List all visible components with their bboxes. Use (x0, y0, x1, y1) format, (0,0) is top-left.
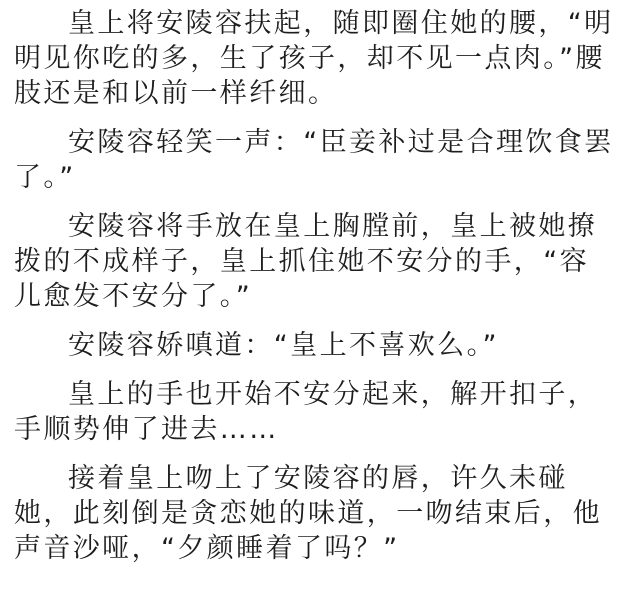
paragraph-6: 接着皇上吻上了安陵容的唇，许久未碰她，此刻倒是贪恋她的味道，一吻结束后，他声音沙哑，“夕颜睡着了吗？” (14, 463, 602, 564)
paragraph-3: 安陵容将手放在皇上胸膛前，皇上被她撩拨的不成样子，皇上抓住她不安分的手，“容儿愈发不安分了。” (14, 211, 598, 312)
paragraph-2: 安陵容轻笑一声：“臣妾补过是合理饮食罢了。” (14, 127, 614, 193)
paragraph-1: 皇上将安陵容扶起，随即圈住她的腰，“明明见你吃的多，生了孩子，却不见一点肉。”腰肢还是和以前一样纤细。 (14, 8, 614, 109)
paragraph-4: 安陵容娇嗔道：“皇上不喜欢么。” (68, 330, 499, 361)
paragraph-5: 皇上的手也开始不安分起来，解开扣子，手顺势伸了进去…… (14, 379, 598, 445)
